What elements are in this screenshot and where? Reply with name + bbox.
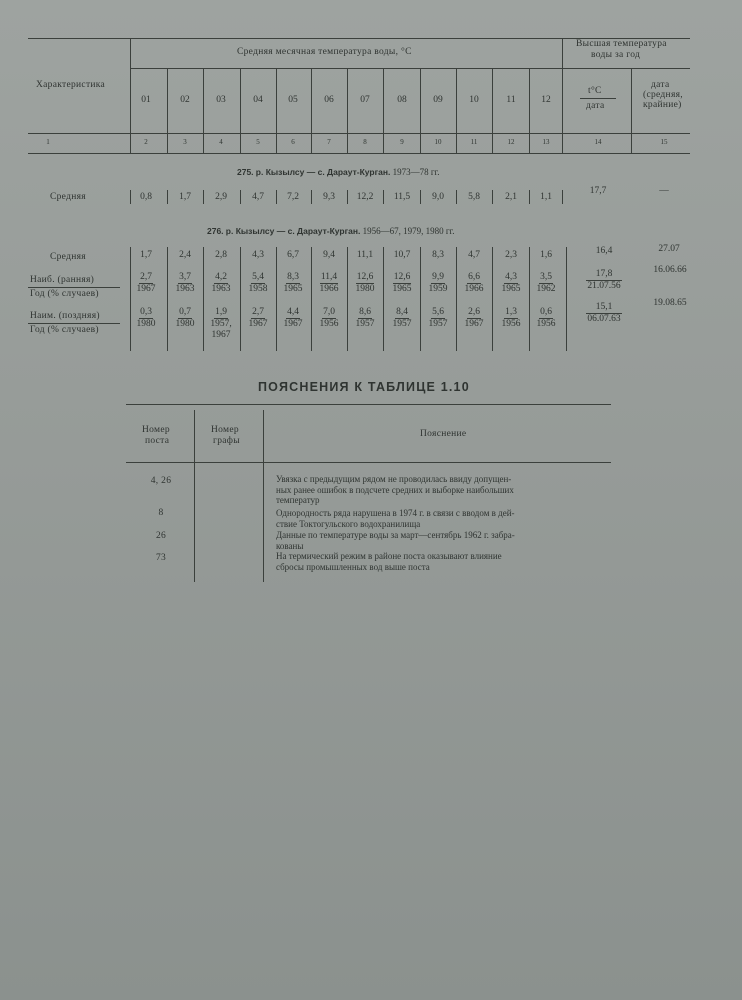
station-276-min-cell: [204, 307, 238, 341]
column-number: 2: [144, 138, 148, 146]
station-276-max-cell: [168, 272, 202, 295]
station-276-min-date: 19.08.65: [653, 298, 687, 308]
station-276-min-cell-year: 1956: [501, 319, 521, 329]
station-276-max-cell-year: 1958: [248, 284, 268, 294]
station-275-value: 2,1: [505, 192, 517, 202]
station-276-min-cell-value: 5,6: [432, 307, 444, 317]
station-276-avg-value: 6,7: [287, 250, 299, 260]
station-276-min-cell-value: 0,6: [540, 307, 552, 317]
month-header: 11: [506, 95, 516, 105]
column-tick: [203, 190, 204, 204]
station-276-min-label: Наим. (поздняя): [30, 311, 100, 321]
column-tick: [383, 190, 384, 204]
header-column-divider: [167, 68, 168, 153]
station-275-value: 7,2: [287, 192, 299, 202]
station-276-name: р. Кызылсу — с. Дараут-Курган.: [225, 226, 361, 236]
month-header: 02: [180, 95, 190, 105]
station-276-max-cell-value: 6,6: [468, 272, 480, 282]
month-header: 07: [360, 95, 370, 105]
station-276-min-cell: [129, 307, 163, 330]
station-276-max-cell-year: 1967: [136, 284, 156, 294]
notes-explanation-line: сбросы промышленных вод выше поста: [276, 561, 430, 572]
column-tick: [276, 190, 277, 204]
station-276-max-cell: [529, 272, 563, 295]
notes-explanation-line: ных ранее ошибок в подсчете средних и выборке наибольших: [276, 484, 514, 495]
station-276-max-cell-year: 1963: [175, 284, 195, 294]
notes-explanation-line: ствие Токтогульского водохранилища: [276, 518, 421, 529]
station-276-min-cell-year: 1956: [536, 319, 556, 329]
column-tick: [130, 190, 131, 204]
column-tick: [562, 190, 563, 204]
station-276-max-sub: Год (% случаев): [30, 289, 99, 299]
station-276-min-cell-value: 2,7: [252, 307, 264, 317]
station-276-max-cell-year: 1965: [501, 284, 521, 294]
station-276-min-cell: [421, 307, 455, 330]
station-276-min-cell: [529, 307, 563, 330]
notes-post-number: 73: [155, 553, 167, 563]
station-276-max-cell-year: 1962: [536, 284, 556, 294]
column-tick: [347, 190, 348, 204]
column-number: 4: [219, 138, 223, 146]
column-number: 15: [660, 138, 668, 146]
notes-post-number: 4, 26: [150, 476, 172, 486]
station-276-min-cell: [385, 307, 419, 330]
station-276-min-cell-year: 1980: [175, 319, 195, 329]
station-276-max-cell-value: 3,7: [179, 272, 191, 282]
header-highest-2: воды за год: [591, 50, 641, 60]
header-column-divider: [420, 68, 421, 153]
station-276-min-cell-value: 4,4: [287, 307, 299, 317]
column-number: 7: [327, 138, 331, 146]
station-276-avg-value: 4,7: [468, 250, 480, 260]
station-276-avg-date: 27.07: [658, 244, 680, 254]
month-header: 01: [141, 95, 151, 105]
station-276-max-cell: [457, 272, 491, 295]
station-276-avg-value: 4,3: [252, 250, 264, 260]
station-275-value: 5,8: [468, 192, 480, 202]
header-column-divider: [383, 68, 384, 153]
header-date-2: (средняя,: [643, 90, 683, 100]
station-276-max-cell-value: 12,6: [393, 272, 411, 282]
station-276-max-cell-value: 3,5: [540, 272, 552, 282]
month-header: 05: [288, 95, 298, 105]
station-276-min-cell-year: 1967: [283, 319, 303, 329]
station-276-max-cell: [348, 272, 382, 295]
header-column-divider: [240, 68, 241, 153]
column-tick: [420, 247, 421, 351]
column-tick: [492, 190, 493, 204]
column-tick: [456, 247, 457, 351]
header-column-divider: [492, 68, 493, 153]
column-tick: [276, 247, 277, 351]
notes-explanation: [276, 474, 514, 506]
column-number: 5: [256, 138, 260, 146]
station-275-value: 0,8: [140, 192, 152, 202]
station-276-max-cell-value: 11,4: [320, 272, 338, 282]
column-number: 9: [400, 138, 404, 146]
station-275-value: 2,9: [215, 192, 227, 202]
station-276-min-t: [574, 302, 634, 325]
station-276-min-cell: [494, 307, 528, 330]
notes-col-post-2: поста: [145, 436, 170, 446]
station-276-avg-label: Средняя: [50, 252, 86, 262]
header-column-divider: [203, 68, 204, 153]
station-275-value: 12,2: [356, 192, 374, 202]
station-276-max-cell-year: 1966: [319, 284, 339, 294]
station-275-name: р. Кызылсу — с. Дараут-Курган.: [255, 167, 391, 177]
notes-post-number: 8: [158, 508, 164, 518]
station-276-min-cell-year: 1957,: [210, 319, 232, 329]
station-276-max-cell: [312, 272, 346, 295]
notes-col-graph-1: Номер: [211, 425, 239, 435]
station-275-value: 11,5: [393, 192, 411, 202]
notes-header-rule: [126, 462, 611, 463]
station-276-min-cell-year: 1956: [319, 319, 339, 329]
station-276-min-t-value: 15,1: [586, 302, 623, 314]
month-header: 10: [469, 95, 479, 105]
station-276-max-cell: [385, 272, 419, 295]
notes-top-rule: [126, 404, 611, 405]
station-276-min-cell: [241, 307, 275, 330]
column-tick: [311, 190, 312, 204]
station-276-max-cell-value: 4,2: [215, 272, 227, 282]
station-276-max-cell-value: 5,4: [252, 272, 264, 282]
station-276-max-label: Наиб. (ранняя): [30, 275, 95, 285]
header-column-divider: [347, 68, 348, 153]
colnum-bottom-rule: [28, 153, 690, 154]
station-276-min-sub: Год (% случаев): [30, 325, 99, 335]
notes-explanation: [276, 530, 515, 551]
column-number: 10: [434, 138, 442, 146]
column-tick: [167, 190, 168, 204]
notes-explanation-line: На термический режим в районе поста оказывают влияние: [276, 551, 502, 561]
column-tick: [240, 247, 241, 351]
station-276-min-cell-value: 0,7: [179, 307, 191, 317]
station-276-title: [207, 226, 454, 236]
station-276-min-cell-year: 1980: [136, 319, 156, 329]
station-276-max-cell: [494, 272, 528, 295]
station-276-max-t-value: 17,8: [586, 269, 623, 281]
station-276-min-label-rule: [28, 323, 120, 324]
station-276-avg-value: 1,6: [540, 250, 552, 260]
header-column-divider: [311, 68, 312, 153]
station-276-max-cell-value: 8,3: [287, 272, 299, 282]
station-276-min-cell-year: 1957: [392, 319, 412, 329]
station-276-min-cell-value: 8,4: [396, 307, 408, 317]
station-276-min-cell: [276, 307, 310, 330]
station-275-years: 1973—78 гг.: [392, 167, 440, 177]
station-275-value: 1,7: [179, 192, 191, 202]
station-276-min-cell: [168, 307, 202, 330]
station-276-years: 1956—67, 1979, 1980 гг.: [362, 226, 455, 236]
station-275-value: 9,0: [432, 192, 444, 202]
station-275-date: —: [659, 186, 669, 196]
station-276-avg-value: 8,3: [432, 250, 444, 260]
header-midline-avg: [130, 68, 562, 69]
notes-col-graph-2: графы: [213, 436, 240, 446]
column-tick: [566, 247, 567, 351]
notes-explanation-line: температур: [276, 495, 320, 506]
column-tick: [130, 247, 131, 351]
notes-col-explanation: Пояснение: [420, 429, 467, 439]
station-276-max-cell-value: 4,3: [505, 272, 517, 282]
notes-title: ПОЯСНЕНИЯ К ТАБЛИЦЕ 1.10: [258, 380, 470, 394]
station-276-max-t: [574, 269, 634, 292]
station-276-max-cell-year: 1965: [392, 284, 412, 294]
station-276-max-cell: [421, 272, 455, 295]
station-276-min-cell: [348, 307, 382, 330]
station-276-min-cell-year-extra: 1967: [211, 330, 231, 340]
notes-explanation-line: Данные по температуре воды за март—сентябрь 1962 г. забра-: [276, 530, 515, 540]
station-276-min-cell-year: 1957: [428, 319, 448, 329]
header-column-divider: [562, 38, 563, 153]
column-number: 12: [507, 138, 515, 146]
column-tick: [240, 190, 241, 204]
station-276-max-cell-value: 2,7: [140, 272, 152, 282]
station-276-min-cell-year: 1957: [355, 319, 375, 329]
notes-vline-1: [194, 410, 195, 582]
month-header: 12: [541, 95, 551, 105]
station-276-max-cell-value: 12,6: [356, 272, 374, 282]
column-tick: [529, 247, 530, 351]
station-276-max-cell: [276, 272, 310, 295]
station-276-max-cell-year: 1980: [355, 284, 375, 294]
column-tick: [383, 247, 384, 351]
column-number: 13: [542, 138, 550, 146]
station-276-max-t-date: 21.07.56: [587, 281, 621, 291]
station-276-min-cell-value: 1,9: [215, 307, 227, 317]
column-tick: [167, 247, 168, 351]
station-276-max-cell: [241, 272, 275, 295]
header-column-divider: [631, 68, 632, 153]
month-header: 08: [397, 95, 407, 105]
station-276-min-cell-value: 1,3: [505, 307, 517, 317]
header-column-divider: [529, 68, 530, 153]
station-275-value: 4,7: [252, 192, 264, 202]
month-header: 04: [253, 95, 263, 105]
column-number: 11: [470, 138, 478, 146]
station-276-avg-value: 11,1: [356, 250, 374, 260]
header-midline-high: [562, 68, 690, 69]
station-275-row-label: Средняя: [50, 192, 86, 202]
column-number: 6: [291, 138, 295, 146]
station-276-max-label-rule: [28, 287, 120, 288]
header-column-divider: [130, 38, 131, 153]
column-tick: [420, 190, 421, 204]
header-characteristic: Характеристика: [36, 80, 106, 90]
notes-explanation-line: кованы: [276, 540, 304, 551]
station-276-max-cell-year: 1965: [283, 284, 303, 294]
station-276-min-cell-value: 2,6: [468, 307, 480, 317]
station-276-min-cell-value: 0,3: [140, 307, 152, 317]
column-number: 8: [363, 138, 367, 146]
station-276-min-t-date: 06.07.63: [587, 314, 621, 324]
station-276-min-cell-year: 1967: [248, 319, 268, 329]
station-275-title: [237, 167, 439, 177]
station-276-max-date: 16.06.66: [653, 265, 687, 275]
notes-explanation-line: Увязка с предыдущим рядом не проводилась ввиду допущен-: [276, 474, 512, 484]
station-276-max-cell-year: 1959: [428, 284, 448, 294]
station-276-avg-value: 2,3: [505, 250, 517, 260]
station-275-value: 9,3: [323, 192, 335, 202]
header-t-date: дата: [586, 101, 605, 111]
station-276-avg-t: 16,4: [595, 246, 613, 256]
header-avg-monthly: Средняя месячная температура воды, °C: [237, 47, 412, 57]
station-276-avg-value: 9,4: [323, 250, 335, 260]
station-276-avg-value: 2,4: [179, 250, 191, 260]
station-276-max-cell-value: 9,9: [432, 272, 444, 282]
notes-explanation: [276, 551, 502, 572]
station-275-t: 17,7: [589, 186, 607, 196]
notes-col-post-1: Номер: [142, 425, 170, 435]
station-276-min-cell-value: 8,6: [359, 307, 371, 317]
column-number: 3: [183, 138, 187, 146]
column-number: 1: [46, 138, 50, 146]
station-275-number: 275.: [237, 167, 254, 177]
station-276-max-cell-year: 1966: [464, 284, 484, 294]
column-tick: [529, 190, 530, 204]
header-t: t°C: [588, 86, 602, 96]
notes-vline-2: [263, 410, 264, 582]
station-276-number: 276.: [207, 226, 224, 236]
station-276-min-cell: [457, 307, 491, 330]
header-column-divider: [276, 68, 277, 153]
column-tick: [311, 247, 312, 351]
header-t-fraction-line: [580, 98, 616, 99]
station-276-max-cell-year: 1963: [211, 284, 231, 294]
month-header: 06: [324, 95, 334, 105]
header-date-1: дата: [651, 80, 670, 90]
station-276-min-cell: [312, 307, 346, 330]
month-header: 03: [216, 95, 226, 105]
station-276-avg-value: 2,8: [215, 250, 227, 260]
column-tick: [492, 247, 493, 351]
station-276-min-cell-year: 1967: [464, 319, 484, 329]
station-276-min-cell-value: 7,0: [323, 307, 335, 317]
notes-explanation-line: Однородность ряда нарушена в 1974 г. в связи с вводом в дей-: [276, 508, 515, 518]
station-275-value: 1,1: [540, 192, 552, 202]
month-header: 09: [433, 95, 443, 105]
notes-explanation: [276, 508, 515, 529]
column-number: 14: [594, 138, 602, 146]
header-highest-1: Высшая температура: [576, 39, 667, 49]
station-276-avg-value: 10,7: [393, 250, 411, 260]
station-276-avg-value: 1,7: [140, 250, 152, 260]
station-276-max-cell: [204, 272, 238, 295]
header-bottom-rule: [28, 133, 690, 134]
header-column-divider: [456, 68, 457, 153]
column-tick: [347, 247, 348, 351]
notes-post-number: 26: [155, 531, 167, 541]
station-276-max-cell: [129, 272, 163, 295]
column-tick: [456, 190, 457, 204]
header-date-3: крайние): [643, 100, 682, 110]
